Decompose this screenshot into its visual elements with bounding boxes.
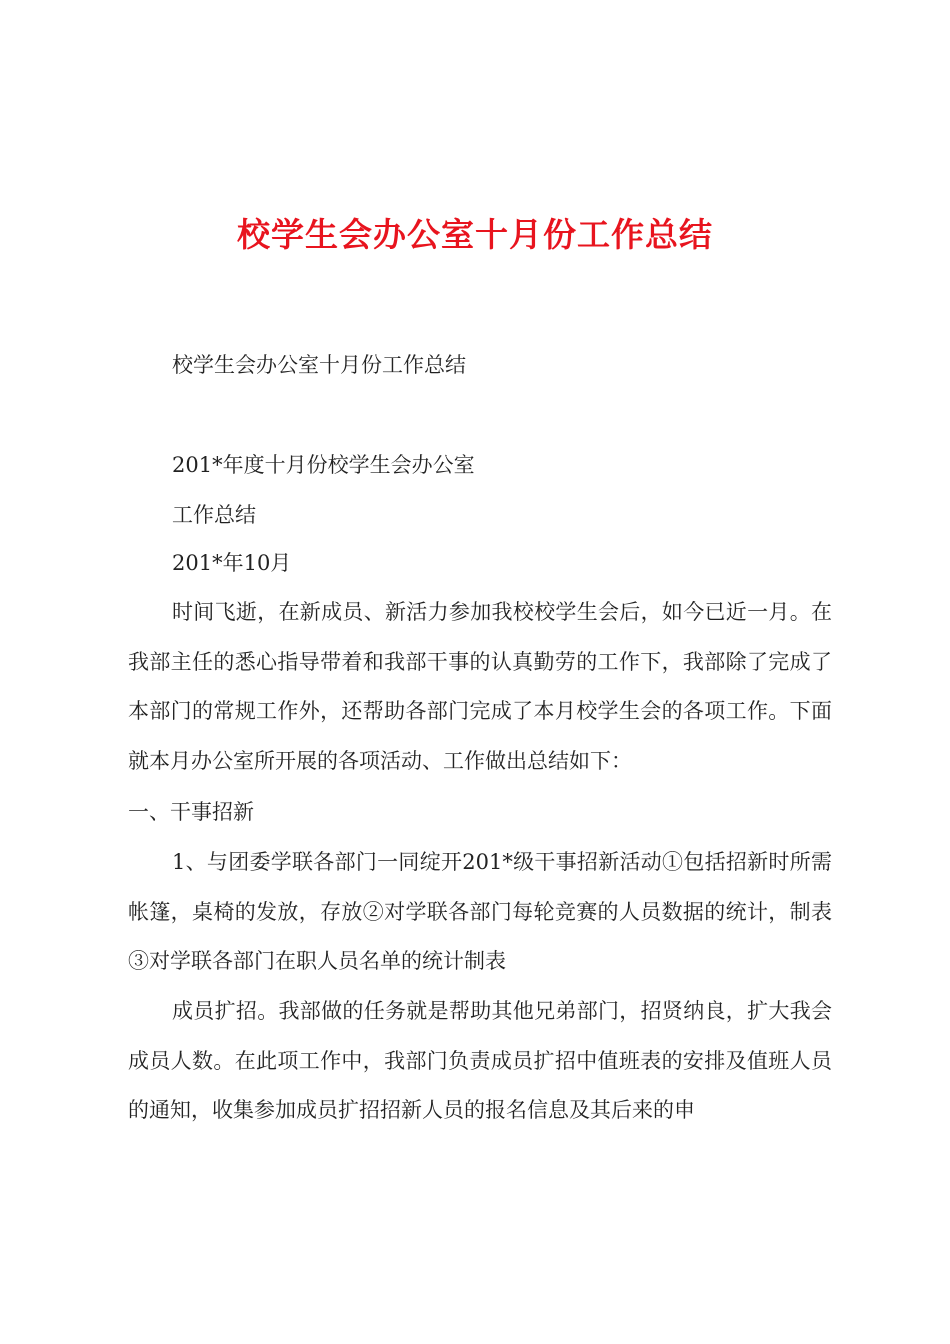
expansion-paragraph: 成员扩招。我部做的任务就是帮助其他兄弟部门，招贤纳良，扩大我会成员人数。在此项工作中，我部门负责成员扩招中值班表的安排及值班人员的通知，收集参加成员扩招招新人员的报名信息及其后来的申 xyxy=(128,999,832,1122)
report-name-line-2: 工作总结 xyxy=(172,503,256,527)
document-title: 校学生会办公室十月份工作总结 xyxy=(237,215,713,254)
section-1-heading: 一、干事招新 xyxy=(128,800,254,824)
intro-paragraph: 时间飞逝，在新成员、新活力参加我校校学生会后，如今已近一月。在我部主任的悉心指导带着和我部干事的认真勤劳的工作下，我部除了完成了本部门的常规工作外，还帮助各部门完成了本月校学生会的各项工作。下面就本月办公室所开展的各项活动、工作做出总结如下： xyxy=(128,600,832,773)
document-subtitle: 校学生会办公室十月份工作总结 xyxy=(172,353,466,377)
report-date: 201*年10月 xyxy=(172,551,292,575)
item-1-paragraph: 1、与团委学联各部门一同绽开201*级干事招新活动①包括招新时所需帐篷，桌椅的发放，存放②对学联各部门每轮竞赛的人员数据的统计，制表③对学联各部门在职人员名单的统计制表 xyxy=(128,850,832,973)
report-name-line-1: 201*年度十月份校学生会办公室 xyxy=(172,453,475,477)
